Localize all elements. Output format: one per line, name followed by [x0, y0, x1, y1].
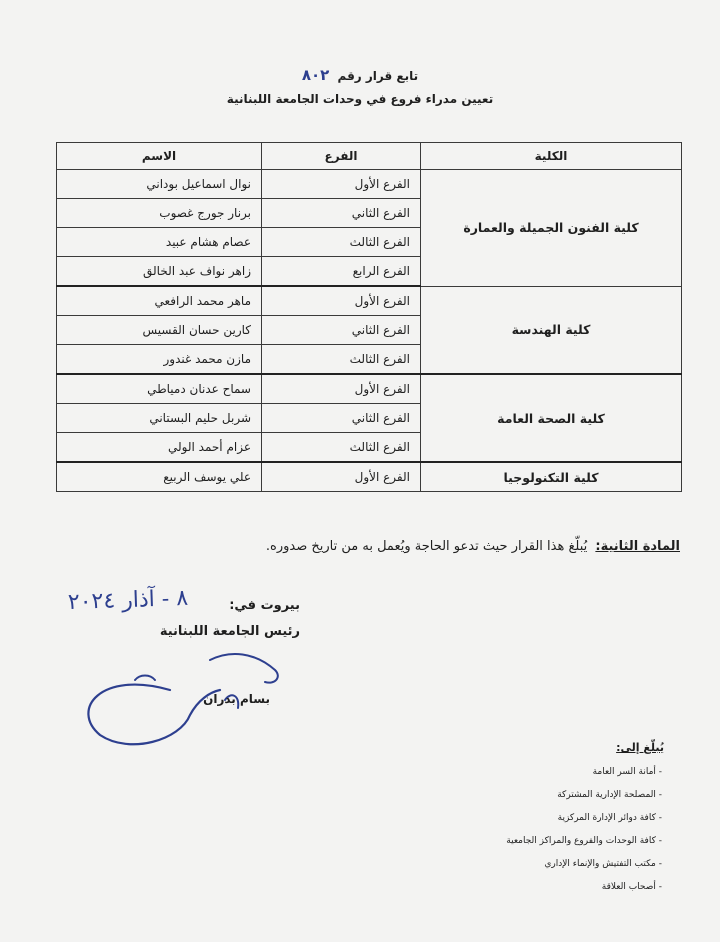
list-item: - أصحاب العلاقة: [420, 876, 662, 899]
branch-cell: الفرع الثالث: [262, 228, 421, 257]
signing-place: بيروت في:: [229, 598, 300, 613]
column-header-branch: الفرع: [262, 143, 421, 170]
column-header-name: الاسم: [57, 143, 262, 170]
branch-cell: الفرع الثالث: [262, 345, 421, 375]
handwritten-date: ٨ - آذار ٢٠٢٤: [67, 585, 189, 616]
notify-title: يُبلّغ إلى:: [616, 741, 664, 754]
signatory-title: رئيس الجامعة اللبنانية: [159, 624, 300, 639]
table-row: [57, 374, 682, 404]
branch-cell: الفرع الثالث: [262, 433, 421, 463]
article-two-label: المادة الثانية:: [595, 539, 680, 554]
branch-cell: الفرع الأول: [262, 462, 421, 492]
branch-cell: الفرع الثاني: [262, 316, 421, 345]
table-row: [57, 462, 682, 492]
name-cell: شربل حليم البستاني: [57, 404, 262, 433]
list-item: - أمانة السر العامة: [420, 761, 662, 784]
name-cell: عزام أحمد الولي: [57, 433, 262, 463]
name-cell: ماهر محمد الرافعي: [57, 286, 262, 316]
list-item: - مكتب التفتيش والإنماء الإداري: [420, 853, 662, 876]
branch-cell: الفرع الرابع: [262, 257, 421, 287]
branch-cell: الفرع الأول: [262, 286, 421, 316]
branch-cell: الفرع الثاني: [262, 199, 421, 228]
name-cell: برنار جورج غصوب: [57, 199, 262, 228]
name-cell: عصام هشام عبيد: [57, 228, 262, 257]
name-cell: كارين حسان القسيس: [57, 316, 262, 345]
branch-cell: الفرع الثاني: [262, 404, 421, 433]
decision-header-label: تابع قرار رقم: [337, 69, 419, 83]
table-header-row: [57, 143, 682, 170]
faculty-cell: كلية الفنون الجميلة والعمارة: [421, 170, 682, 287]
name-cell: نوال اسماعيل بوداني: [57, 170, 262, 199]
name-cell: علي يوسف الربيع: [57, 462, 262, 492]
article-two: [200, 539, 680, 554]
list-item: - كافة دوائر الإدارة المركزية: [420, 807, 662, 830]
faculty-cell: كلية الهندسة: [421, 286, 682, 374]
table-row: [57, 286, 682, 316]
list-item: - المصلحة الإدارية المشتركة: [420, 784, 662, 807]
branch-cell: الفرع الأول: [262, 170, 421, 199]
notify-list: [420, 761, 662, 899]
decision-number: ٨٠٢: [301, 66, 330, 84]
signatory-name: بسام بدران: [203, 692, 270, 706]
appointments-table: [56, 142, 682, 492]
branch-cell: الفرع الأول: [262, 374, 421, 404]
list-item: - كافة الوحدات والفروع والمراكز الجامعية: [420, 830, 662, 853]
faculty-cell: كلية التكنولوجيا: [421, 462, 682, 492]
article-two-text: يُبلّغ هذا القرار حيث تدعو الحاجة ويُعمل به من تاريخ صدوره.: [265, 539, 588, 554]
name-cell: زاهر نواف عبد الخالق: [57, 257, 262, 287]
column-header-faculty: الكلية: [421, 143, 682, 170]
decision-header: [280, 66, 440, 84]
table-row: [57, 170, 682, 199]
name-cell: مازن محمد غندور: [57, 345, 262, 375]
faculty-cell: كلية الصحة العامة: [421, 374, 682, 462]
name-cell: سماح عدنان دمياطي: [57, 374, 262, 404]
decision-subject: تعيين مدراء فروع في وحدات الجامعة اللبنانية: [226, 92, 494, 106]
